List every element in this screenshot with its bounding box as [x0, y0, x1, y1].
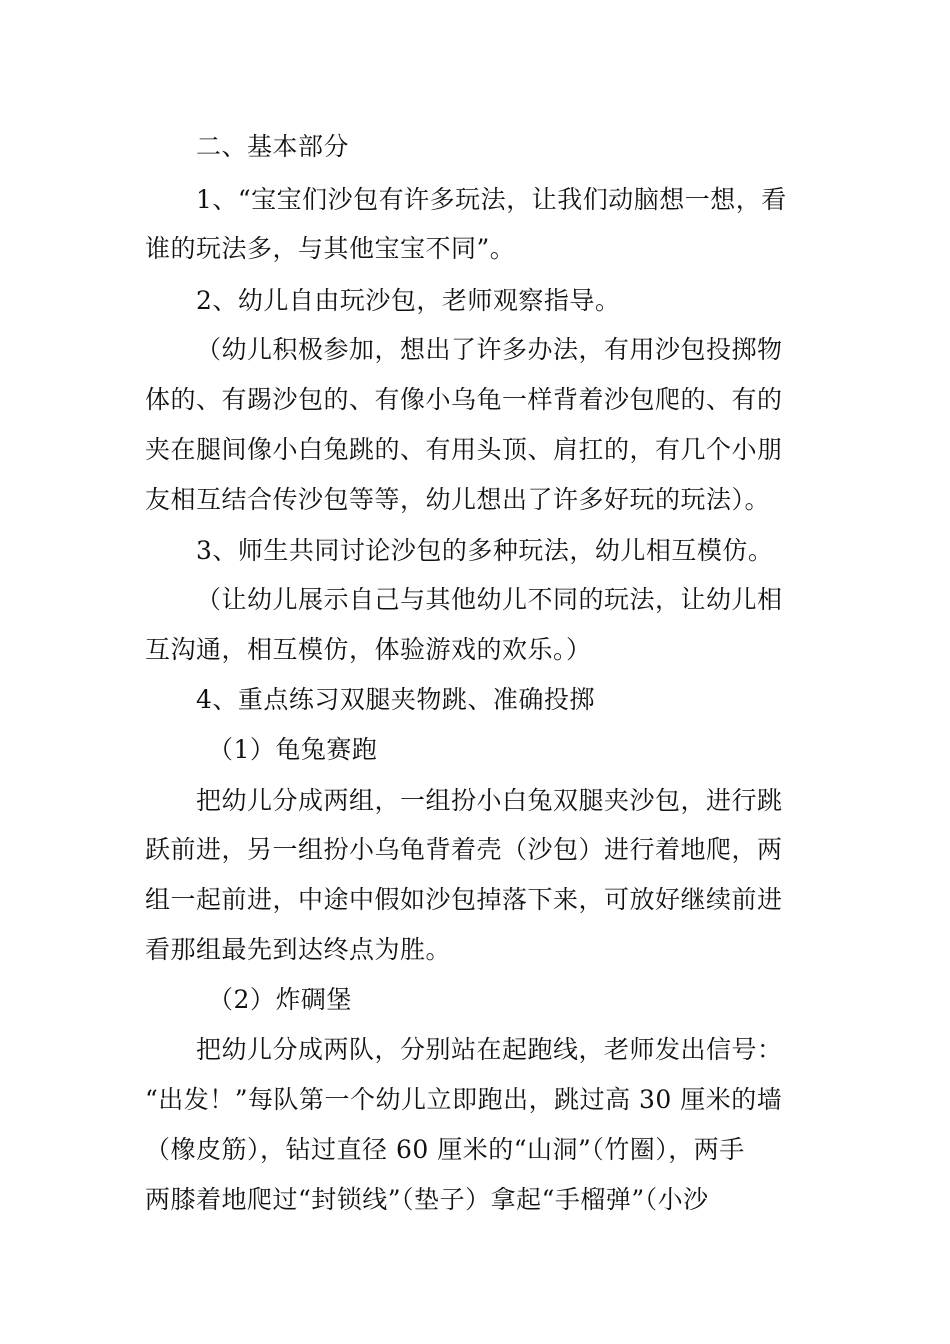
paragraph-line: 把幼儿分成两队，分别站在起跑线，老师发出信号：: [196, 1035, 783, 1064]
paragraph-line: （让幼儿展示自己与其他幼儿不同的玩法，让幼儿相: [196, 585, 783, 614]
paragraph-line: 夹在腿间像小白兔跳的、有用头顶、肩扛的，有几个小朋: [145, 435, 783, 464]
paragraph-line: “出发！”每队第一个幼儿立即跑出，跳过高 30 厘米的墙: [145, 1085, 783, 1114]
subsection-heading: （2）炸碉堡: [208, 985, 352, 1014]
paragraph-line: 组一起前进，中途中假如沙包掉落下来，可放好继续前进: [145, 885, 783, 914]
paragraph-line: 4、重点练习双腿夹物跳、准确投掷: [196, 685, 595, 714]
paragraph-line: 3、师生共同讨论沙包的多种玩法，幼儿相互模仿。: [196, 536, 774, 565]
paragraph-line: 谁的玩法多，与其他宝宝不同”。: [145, 234, 516, 263]
subsection-heading: （1）龟兔赛跑: [208, 735, 378, 764]
paragraph-line: 互沟通，相互模仿，体验游戏的欢乐。）: [145, 635, 592, 664]
section-heading: 二、基本部分: [196, 132, 350, 161]
paragraph-line: 友相互结合传沙包等等，幼儿想出了许多好玩的玩法）。: [145, 485, 771, 514]
paragraph-line: 2、幼儿自由玩沙包，老师观察指导。: [196, 286, 621, 315]
paragraph-line: 体的、有踢沙包的、有像小乌龟一样背着沙包爬的、有的: [145, 385, 783, 414]
paragraph-line: 把幼儿分成两组，一组扮小白兔双腿夹沙包，进行跳: [196, 786, 783, 815]
paragraph-line: （橡皮筋），钻过直径 60 厘米的“山洞”（竹圈），两手: [145, 1135, 745, 1164]
paragraph-line: 跃前进，另一组扮小乌龟背着壳（沙包）进行着地爬，两: [145, 835, 783, 864]
paragraph-line: 看那组最先到达终点为胜。: [145, 935, 452, 964]
paragraph-line: 1、“宝宝们沙包有许多玩法，让我们动脑想一想，看: [196, 185, 787, 214]
paragraph-line: 两膝着地爬过“封锁线”（垫子）拿起“手榴弹”（小沙: [145, 1185, 709, 1214]
paragraph-line: （幼儿积极参加，想出了许多办法，有用沙包投掷物: [196, 335, 783, 364]
